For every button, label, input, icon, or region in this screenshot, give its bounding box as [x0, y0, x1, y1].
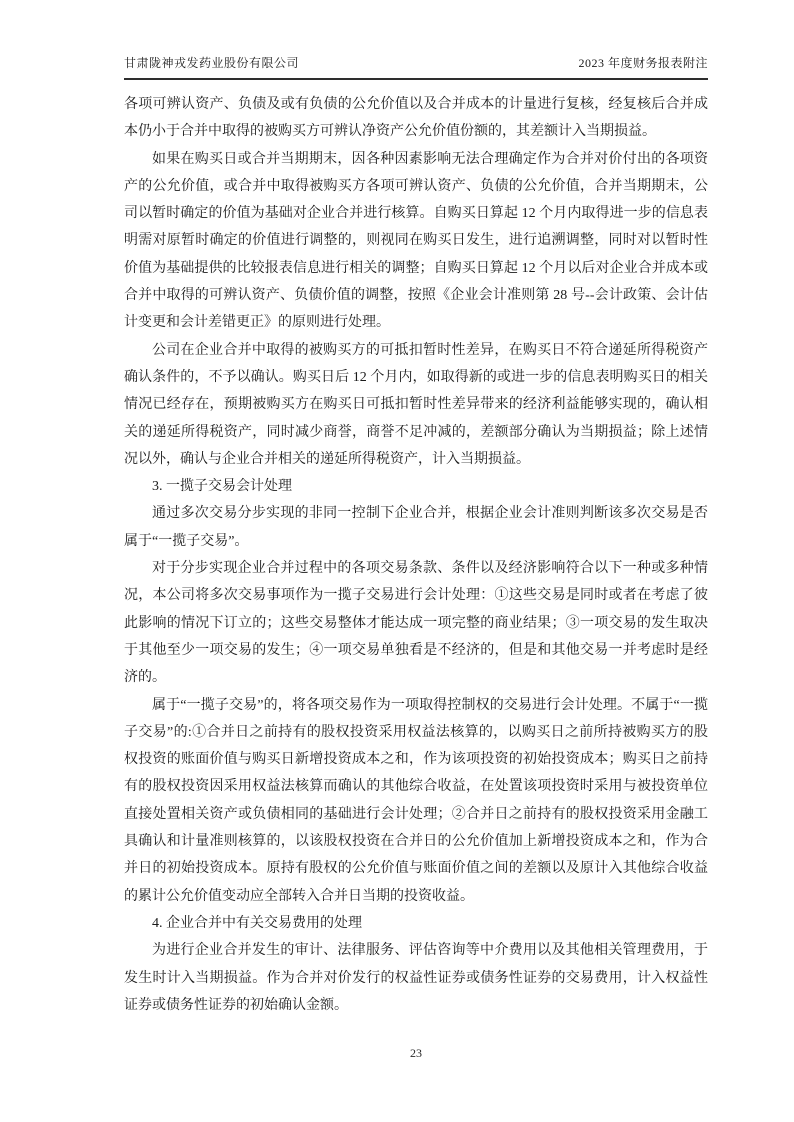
paragraph: 为进行企业合并发生的审计、法律服务、评估咨询等中介费用以及其他相关管理费用，于发生时计入当期损益。作为合并对价发行的权益性证券或债务性证券的交易费用，计入权益性证券或债务性证券的初始确认金额。	[124, 943, 708, 1013]
document-body	[124, 91, 708, 1019]
page-footer	[124, 1046, 708, 1061]
paragraph: 对于分步实现企业合并过程中的各项交易条款、条件以及经济影响符合以下一种或多种情况，本公司将多次交易事项作为一揽子交易进行会计处理：①这些交易是同时或者在考虑了彼此影响的情况下订立的；这些交易整体才能达成一项完整的商业结果；③一项交易的发生取决于其他至少一项交易的发生；④一项交易单独看是不经济的，但是和其他交易一并考虑时是经济的。	[124, 561, 708, 686]
company-name: 甘肃陇神戎发药业股份有限公司	[124, 56, 300, 70]
paragraph: 公司在企业合并中取得的被购买方的可抵扣暂时性差异，在购买日不符合递延所得税资产确认条件的，不予以确认。购买日后 12 个月内，如取得新的或进一步的信息表明购买日的相关情况已经存在，预期被购买方在购买日可抵扣暂时性差异带来的经济利益能够实现的，确认相关的递延所得税资产，同时减少商誉，商誉不足冲减的，差额部分确认为当期损益；除上述情况以外，确认与企业合并相关的递延所得税资产，计入当期损益。	[124, 342, 708, 467]
report-title: 2023 年度财务报表附注	[578, 56, 708, 70]
paragraph: 属于“一揽子交易”的，将各项交易作为一项取得控制权的交易进行会计处理。不属于“一揽子交易”的:①合并日之前持有的股权投资采用权益法核算的，以购买日之前所持被购买方的股权投资的账面价值与购买日新增投资成本之和，作为该项投资的初始投资成本；购买日之前持有的股权投资因采用权益法核算而确认的其他综合收益，在处置该项投资时采用与被投资单位直接处置相关资产或负债相同的基础进行会计处理；②合并日之前持有的股权投资采用金融工具确认和计量准则核算的，以该股权投资在合并日的公允价值加上新增投资成本之和，作为合并日的初始投资成本。原持有股权的公允价值与账面价值之间的差额以及原计入其他综合收益的累计公允价值变动应全部转入合并日当期的投资收益。	[124, 697, 708, 904]
page-header	[124, 54, 708, 80]
paragraph: 如果在购买日或合并当期期末，因各种因素影响无法合理确定作为合并对价付出的各项资产的公允价值，或合并中取得被购买方各项可辨认资产、负债的公允价值，合并当期期末，公司以暂时确定的价值为基础对企业合并进行核算。自购买日算起 12 个月内取得进一步的信息表明需对原暂时确定的价值进行调整的，则视同在购买日发生，进行追溯调整，同时对以暂时性价值为基础提供的比较报表信息进行相关的调整；自购买日算起 12 个月以后对企业合并成本或合并中取得的可辨认资产、负债价值的调整，按照《企业会计准则第 28 号--会计政策、会计估计变更和会计差错更正》的原则进行处理。	[124, 151, 708, 331]
paragraph: 通过多次交易分步实现的非同一控制下企业合并，根据企业会计准则判断该多次交易是否属于“一揽子交易”。	[124, 506, 708, 549]
section-heading-3: 3. 一揽子交易会计处理	[152, 479, 292, 495]
page-number: 23	[410, 1046, 422, 1060]
paragraph-continuation: 各项可辨认资产、负债及或有负债的公允价值以及合并成本的计量进行复核，经复核后合并成本仍小于合并中取得的被购买方可辨认净资产公允价值份额的，其差额计入当期损益。	[124, 97, 708, 140]
section-heading-4: 4. 企业合并中有关交易费用的处理	[152, 915, 362, 931]
